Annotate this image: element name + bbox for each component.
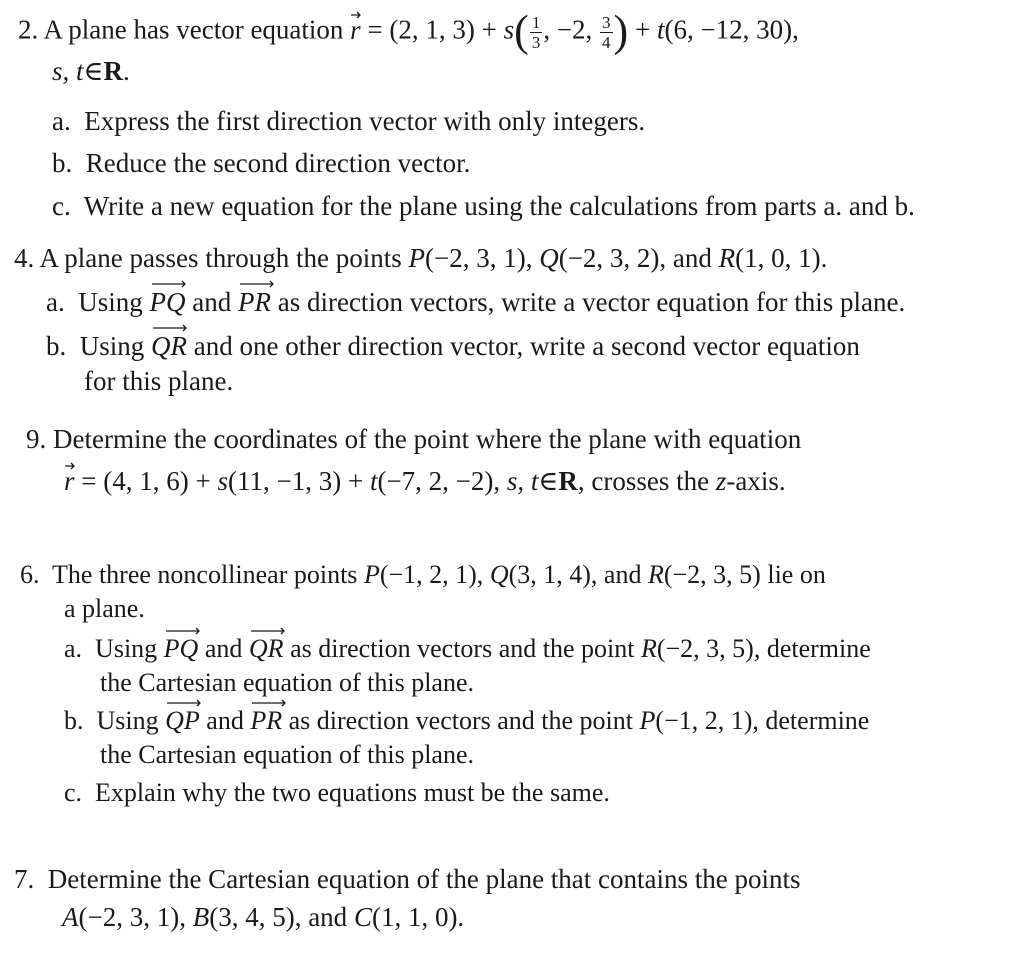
fraction-three-quarters: $\frac{3}{4}$ bbox=[602, 13, 611, 52]
problem-4-part-a: a. Using PQ and PR as direction vectors, write a vector equation for this plane. bbox=[46, 289, 905, 316]
problem-4-part-b: b. Using QR and one other direction vector, write a second vector equation bbox=[46, 333, 860, 360]
problem-6-part-c: c. Explain why the two equations must be the same. bbox=[64, 778, 610, 807]
problem-7-line-2: A(−2, 3, 1), B(3, 4, 5), and C(1, 1, 0). bbox=[62, 902, 465, 932]
vector-QR: QR bbox=[151, 333, 187, 360]
problem-stem: A plane has vector equation bbox=[43, 14, 344, 45]
problem-7-line-1: 7. Determine the Cartesian equation of the plane that contains the points bbox=[14, 864, 801, 894]
fraction-one-third: $\frac{1}{3}$ bbox=[531, 13, 541, 52]
problem-6-line-1: 6. The three noncollinear points P(−1, 2, 1), Q(3, 1, 4), and R(−2, 3, 5) lie on bbox=[20, 560, 826, 589]
vector-PR: PR bbox=[250, 708, 282, 734]
problem-2-line-1: 2. A plane has vector equation r = (2, 1, 3) + s( $\frac{1}{3}$ , −2, $\frac{3}{4}$ ) + t(6, −12, 30), bbox=[18, 6, 799, 56]
problem-9-line-1: 9. Determine the coordinates of the point where the plane with equation bbox=[26, 424, 802, 454]
problem-number: 9. bbox=[26, 424, 47, 454]
vector-r: r bbox=[350, 17, 361, 44]
vector-PQ: PQ bbox=[164, 636, 199, 662]
vector-QP: QP bbox=[165, 708, 200, 734]
problem-2-part-b: b. Reduce the second direction vector. bbox=[52, 148, 471, 178]
problem-2-line-2: s, t∈R. bbox=[52, 56, 130, 86]
problem-number: 6. bbox=[20, 560, 40, 589]
problem-2-part-c: c. Write a new equation for the plane using the calculations from parts a. and b. bbox=[52, 191, 915, 221]
problem-2-part-a: a. Express the first direction vector with only integers. bbox=[52, 106, 646, 136]
problem-number: 2. bbox=[18, 14, 39, 45]
problem-6-line-2: a plane. bbox=[64, 594, 145, 623]
problem-number: 7. bbox=[14, 864, 35, 894]
problem-6-part-a: a. Using PQ and QR as direction vectors and the point R(−2, 3, 5), determine bbox=[64, 636, 871, 662]
problem-4-part-b-cont: for this plane. bbox=[84, 366, 234, 396]
vector-r: r bbox=[64, 468, 75, 495]
problem-6-part-b: b. Using QP and PR as direction vectors and the point P(−1, 2, 1), determine bbox=[64, 708, 869, 734]
vector-QR: QR bbox=[249, 636, 284, 662]
problem-6-part-b-cont: the Cartesian equation of this plane. bbox=[100, 740, 475, 769]
problem-6-part-a-cont: the Cartesian equation of this plane. bbox=[100, 668, 475, 697]
problem-number: 4. bbox=[14, 243, 35, 273]
problem-4-line-1: 4. A plane passes through the points P(−2, 3, 1), Q(−2, 3, 2), and R(1, 0, 1). bbox=[14, 243, 828, 273]
vector-PR: PR bbox=[238, 289, 271, 316]
problem-9-line-2: r = (4, 1, 6) + s(11, −1, 3) + t(−7, 2, −2), s, t∈R, crosses the z-axis. bbox=[64, 468, 786, 495]
vector-PQ: PQ bbox=[150, 289, 186, 316]
